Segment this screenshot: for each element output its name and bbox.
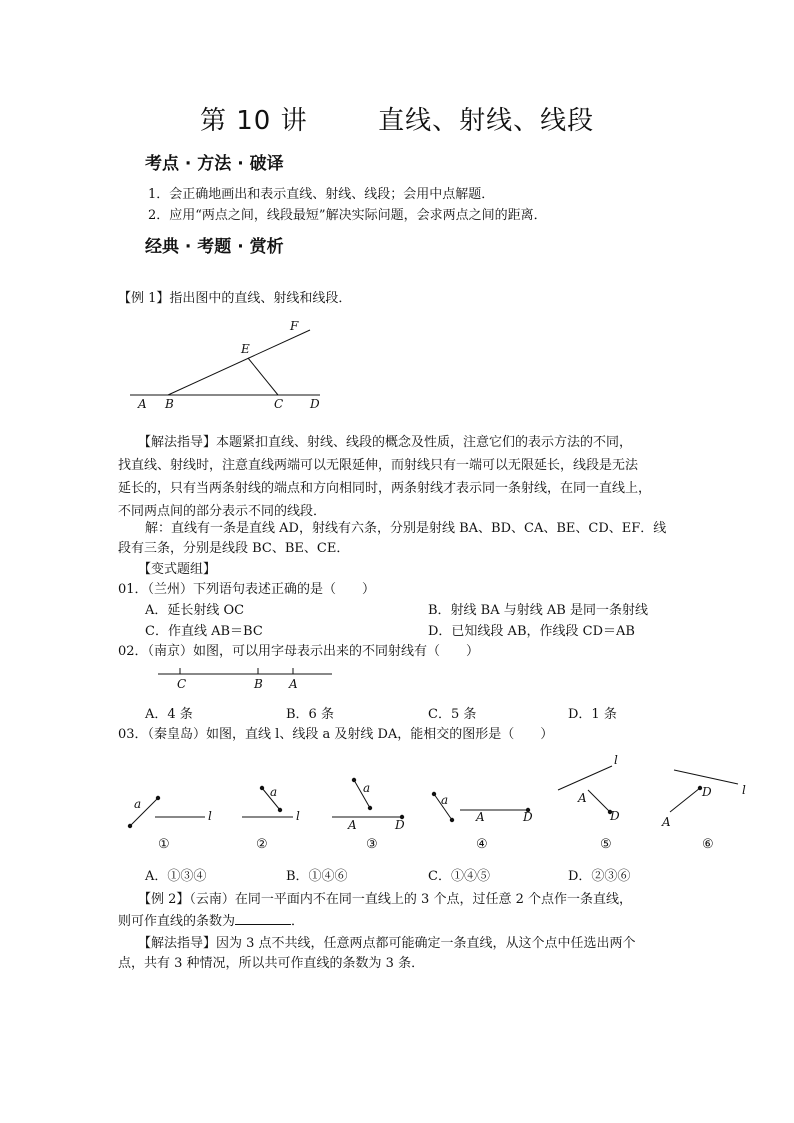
guide-line: 找直线、射线时，注意直线两端可以无限延伸，而射线只有一端可以无限延长，线段是无法	[118, 458, 639, 473]
q1-option-c: C．作直线 AB＝BC	[145, 624, 263, 639]
q3-figure-1	[128, 796, 212, 852]
svg-text:l: l	[742, 783, 746, 797]
q3-figure-3	[332, 778, 405, 852]
svg-text:l: l	[614, 753, 618, 767]
svg-text:a: a	[270, 785, 278, 799]
q3-option-c: C．①④⑤	[428, 869, 490, 884]
svg-text:②: ②	[256, 837, 268, 852]
q3-stem: 03．（秦皇岛）如图，直线 l、线段 a 及射线 DA，能相交的图形是（ ）	[118, 727, 554, 742]
label-a: A	[138, 397, 147, 411]
svg-text:a: a	[363, 781, 371, 795]
label-d: D	[310, 397, 320, 411]
svg-text:D: D	[702, 785, 712, 799]
svg-text:④: ④	[476, 837, 488, 852]
q2-option-c: C．5 条	[428, 707, 477, 722]
q3-option-d: D．②③⑥	[568, 869, 631, 884]
q1-option-a: A．延长射线 OC	[145, 603, 245, 618]
q2-label-c: C	[177, 677, 187, 691]
lecture-number: 第 10 讲	[200, 106, 308, 136]
ray-bf	[168, 330, 310, 395]
solution-line: 段有三条，分别是线段 BC、BE、CE．	[118, 541, 350, 556]
guide-line: 不同两点间的部分表示不同的线段．	[118, 504, 327, 519]
methods-heading: 考点 · 方法 · 破译	[145, 154, 284, 174]
solution-line: 解：直线有一条是直线 AD，射线有六条，分别是射线 BA、BD、CA、BE、CD、EF．线	[145, 521, 667, 536]
svg-text:l: l	[208, 809, 212, 823]
q3-option-b: B．①④⑥	[286, 869, 348, 884]
segment-ec	[248, 358, 278, 395]
label-b: B	[165, 397, 174, 411]
svg-text:A: A	[348, 818, 357, 832]
q2-figure	[150, 664, 340, 692]
example2-stem-text: 则可作直线的条数为	[118, 914, 236, 929]
svg-text:③: ③	[366, 837, 378, 852]
example2-stem-end: ．	[291, 914, 305, 929]
q3-figure-2	[242, 785, 300, 852]
svg-text:A: A	[476, 810, 485, 824]
example2-guide: 点，共有 3 种情况，所以共可作直线的条数为 3 条．	[118, 956, 425, 971]
example1-prompt: 【例 1】指出图中的直线、射线和线段．	[118, 291, 352, 306]
guide-line: 【解法指导】本题紧扣直线、射线、线段的概念及性质，注意它们的表示方法的不同，	[138, 435, 633, 450]
examples-heading: 经典 · 考题 · 赏析	[145, 237, 284, 257]
page-title	[200, 100, 594, 137]
q2-label-b: B	[254, 677, 263, 691]
q3-option-a: A．①③④	[145, 869, 207, 884]
label-e: E	[241, 342, 250, 356]
svg-text:l: l	[296, 809, 300, 823]
svg-text:D: D	[610, 809, 620, 823]
svg-text:a: a	[134, 797, 142, 811]
svg-text:⑤: ⑤	[600, 837, 612, 852]
label-f: F	[290, 319, 299, 333]
svg-text:a: a	[441, 793, 449, 807]
q2-stem: 02．（南京）如图，可以用字母表示出来的不同射线有（ ）	[118, 644, 480, 659]
svg-text:D: D	[395, 818, 405, 832]
lecture-topic: 直线、射线、线段	[378, 106, 595, 136]
example2-stem-line2	[118, 910, 304, 929]
methods-item: 2．应用“两点之间，线段最短”解决实际问题，会求两点之间的距离．	[148, 208, 547, 223]
svg-text:⑥: ⑥	[702, 837, 714, 852]
q3-figure-4	[432, 792, 533, 852]
q2-option-a: A．4 条	[145, 707, 193, 722]
q2-label-a: A	[289, 677, 298, 691]
example1-figure	[120, 318, 340, 413]
q1-option-d: D．已知线段 AB，作线段 CD＝AB	[428, 624, 635, 639]
svg-text:A: A	[662, 815, 671, 829]
q2-option-b: B．6 条	[286, 707, 334, 722]
svg-text:D: D	[523, 810, 533, 824]
q2-option-d: D．1 条	[568, 707, 617, 722]
methods-item: 1．会正确地画出和表示直线、射线、线段；会用中点解题．	[148, 187, 495, 202]
example2-stem: 【例 2】（云南）在同一平面内不在同一直线上的 3 个点，过任意 2 个点作一条直线，	[138, 892, 632, 907]
q1-stem: 01．（兰州）下列语句表述正确的是（ ）	[118, 582, 376, 597]
svg-text:①: ①	[158, 837, 170, 852]
q3-figures	[118, 752, 758, 857]
label-c: C	[274, 397, 284, 411]
q3-figure-5	[558, 753, 620, 852]
svg-text:A: A	[578, 791, 587, 805]
example2-guide: 【解法指导】因为 3 点不共线，任意两点都可能确定一条直线，从这个点中任选出两个	[138, 936, 636, 951]
q3-figure-6	[661, 770, 746, 852]
variants-heading: 【变式题组】	[138, 562, 217, 577]
answer-blank[interactable]	[235, 912, 291, 925]
guide-line: 延长的，只有当两条射线的端点和方向相同时，两条射线才表示同一条射线，在同一直线上，	[118, 481, 652, 496]
q1-option-b: B．射线 BA 与射线 AB 是同一条射线	[428, 603, 648, 618]
